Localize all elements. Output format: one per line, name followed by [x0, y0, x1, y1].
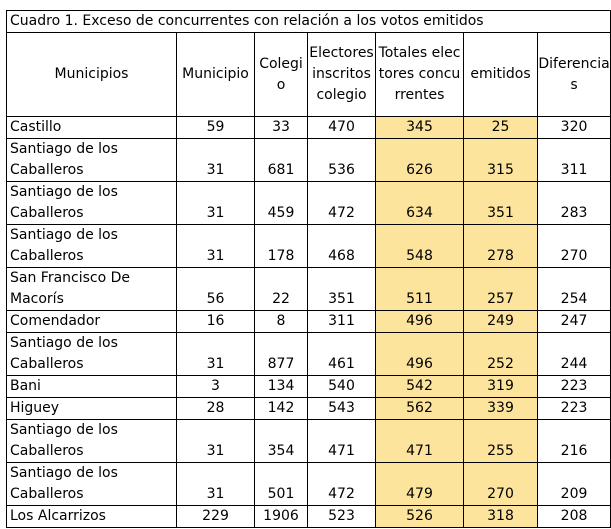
cell-colegio: 8: [255, 311, 308, 333]
cell-concurrentes: 496: [376, 333, 464, 376]
cell-inscritos: 468: [308, 225, 376, 268]
cell-municipio: Santiago de los Caballeros: [7, 333, 177, 376]
cell-inscritos: 461: [308, 333, 376, 376]
cell-concurrentes: 626: [376, 139, 464, 182]
cell-diferencias: 311: [538, 139, 611, 182]
cell-concurrentes: 548: [376, 225, 464, 268]
cell-municipio: Higuey: [7, 398, 177, 420]
excess-voters-table: [6, 10, 611, 528]
table-row: [7, 463, 611, 506]
cell-inscritos: 540: [308, 376, 376, 398]
cell-num-municipio: 31: [177, 225, 255, 268]
cell-diferencias: 320: [538, 117, 611, 139]
cell-diferencias: 209: [538, 463, 611, 506]
cell-municipio: Los Alcarrizos: [7, 506, 177, 528]
table-row: [7, 506, 611, 528]
cell-inscritos: 543: [308, 398, 376, 420]
cell-inscritos: 311: [308, 311, 376, 333]
cell-num-municipio: 31: [177, 463, 255, 506]
cell-inscritos: 472: [308, 463, 376, 506]
cell-diferencias: 270: [538, 225, 611, 268]
table-row: [7, 420, 611, 463]
cell-inscritos: 523: [308, 506, 376, 528]
cell-num-municipio: 31: [177, 420, 255, 463]
header-colegio: Colegio: [255, 33, 308, 117]
cell-colegio: 22: [255, 268, 308, 311]
header-row: [7, 33, 611, 117]
cell-concurrentes: 562: [376, 398, 464, 420]
cell-emitidos: 255: [464, 420, 538, 463]
cell-num-municipio: 3: [177, 376, 255, 398]
cell-municipio: Castillo: [7, 117, 177, 139]
cell-inscritos: 351: [308, 268, 376, 311]
cell-emitidos: 249: [464, 311, 538, 333]
table-row: [7, 268, 611, 311]
cell-concurrentes: 479: [376, 463, 464, 506]
header-totales-concurrentes: Totales electores concurrentes: [376, 33, 464, 117]
cell-colegio: 134: [255, 376, 308, 398]
cell-diferencias: 208: [538, 506, 611, 528]
cell-emitidos: 25: [464, 117, 538, 139]
cell-emitidos: 339: [464, 398, 538, 420]
cell-colegio: 501: [255, 463, 308, 506]
cell-municipio: Santiago de los Caballeros: [7, 463, 177, 506]
cell-municipio: San Francisco De Macorís: [7, 268, 177, 311]
cell-colegio: 354: [255, 420, 308, 463]
table-row: [7, 376, 611, 398]
cell-emitidos: 319: [464, 376, 538, 398]
cell-num-municipio: 31: [177, 182, 255, 225]
table-row: [7, 225, 611, 268]
cell-municipio: Santiago de los Caballeros: [7, 420, 177, 463]
cell-emitidos: 278: [464, 225, 538, 268]
cell-diferencias: 223: [538, 398, 611, 420]
header-electores-inscritos: Electores inscritos colegio: [308, 33, 376, 117]
cell-num-municipio: 31: [177, 333, 255, 376]
cell-concurrentes: 496: [376, 311, 464, 333]
cell-concurrentes: 542: [376, 376, 464, 398]
table-title: Cuadro 1. Exceso de concurrentes con relación a los votos emitidos: [7, 11, 611, 33]
cell-num-municipio: 28: [177, 398, 255, 420]
table-row: [7, 117, 611, 139]
cell-num-municipio: 31: [177, 139, 255, 182]
cell-emitidos: 252: [464, 333, 538, 376]
cell-emitidos: 315: [464, 139, 538, 182]
cell-municipio: Santiago de los Caballeros: [7, 225, 177, 268]
cell-num-municipio: 56: [177, 268, 255, 311]
cell-emitidos: 318: [464, 506, 538, 528]
cell-diferencias: 244: [538, 333, 611, 376]
cell-diferencias: 247: [538, 311, 611, 333]
cell-colegio: 178: [255, 225, 308, 268]
cell-emitidos: 257: [464, 268, 538, 311]
cell-diferencias: 283: [538, 182, 611, 225]
cell-colegio: 877: [255, 333, 308, 376]
cell-municipio: Bani: [7, 376, 177, 398]
cell-concurrentes: 345: [376, 117, 464, 139]
cell-inscritos: 536: [308, 139, 376, 182]
cell-diferencias: 223: [538, 376, 611, 398]
cell-emitidos: 270: [464, 463, 538, 506]
cell-concurrentes: 526: [376, 506, 464, 528]
table-row: [7, 139, 611, 182]
header-municipio: Municipio: [177, 33, 255, 117]
cell-municipio: Comendador: [7, 311, 177, 333]
cell-num-municipio: 229: [177, 506, 255, 528]
header-diferencias: Diferencias: [538, 33, 611, 117]
cell-colegio: 33: [255, 117, 308, 139]
title-row: [7, 11, 611, 33]
cell-municipio: Santiago de los Caballeros: [7, 139, 177, 182]
cell-diferencias: 254: [538, 268, 611, 311]
cell-concurrentes: 511: [376, 268, 464, 311]
cell-inscritos: 470: [308, 117, 376, 139]
header-emitidos: emitidos: [464, 33, 538, 117]
table-row: [7, 333, 611, 376]
cell-colegio: 1906: [255, 506, 308, 528]
cell-diferencias: 216: [538, 420, 611, 463]
cell-num-municipio: 59: [177, 117, 255, 139]
table-row: [7, 311, 611, 333]
cell-num-municipio: 16: [177, 311, 255, 333]
cell-emitidos: 351: [464, 182, 538, 225]
cell-concurrentes: 634: [376, 182, 464, 225]
table-body: [7, 117, 611, 528]
cell-colegio: 681: [255, 139, 308, 182]
table-row: [7, 398, 611, 420]
cell-inscritos: 471: [308, 420, 376, 463]
header-municipios: Municipios: [7, 33, 177, 117]
table-row: [7, 182, 611, 225]
cell-municipio: Santiago de los Caballeros: [7, 182, 177, 225]
cell-inscritos: 472: [308, 182, 376, 225]
cell-colegio: 142: [255, 398, 308, 420]
cell-colegio: 459: [255, 182, 308, 225]
cell-concurrentes: 471: [376, 420, 464, 463]
